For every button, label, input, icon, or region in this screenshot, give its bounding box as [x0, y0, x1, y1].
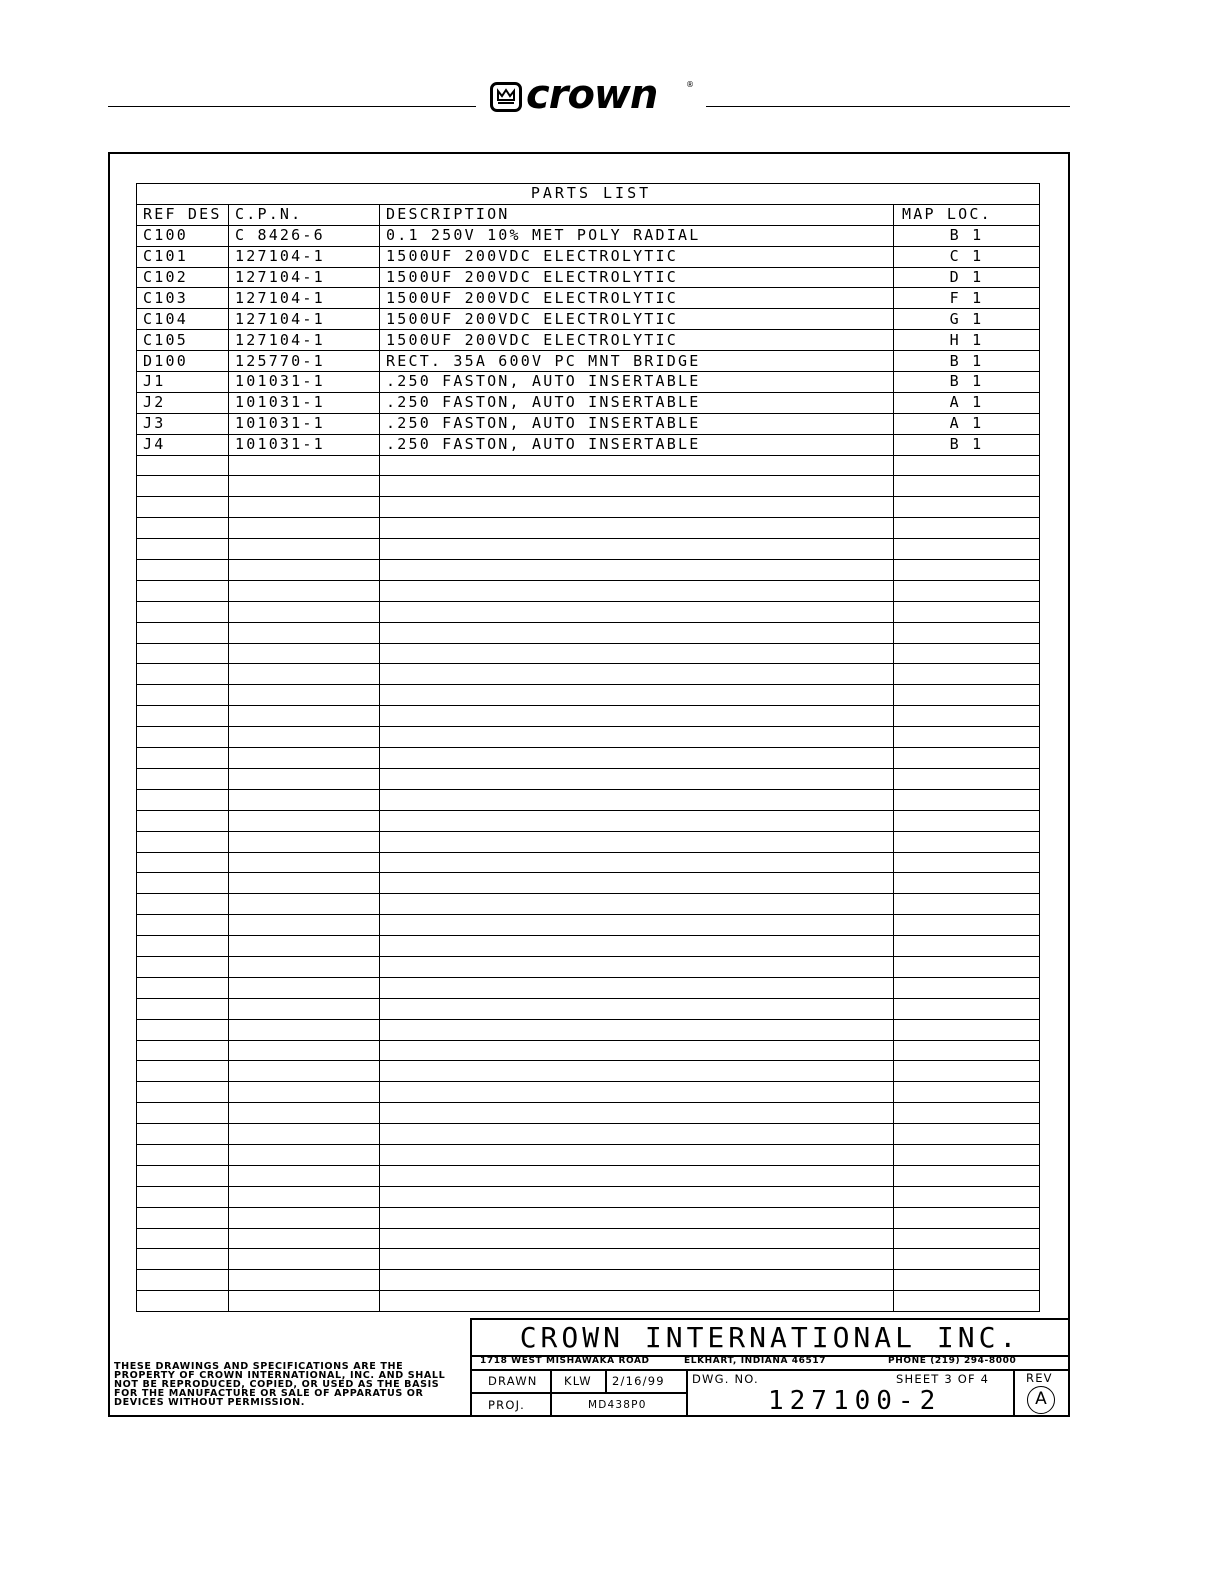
cell-desc — [380, 1165, 894, 1186]
cell-map — [894, 1061, 1040, 1082]
cell-ref — [137, 1270, 229, 1291]
cell-cpn — [229, 1144, 380, 1165]
cell-ref — [137, 873, 229, 894]
cell-map — [894, 1291, 1040, 1312]
cell-cpn — [229, 1040, 380, 1061]
table-row — [137, 351, 1040, 372]
table-row — [137, 768, 1040, 789]
cell-ref — [137, 455, 229, 476]
cell-ref: C104 — [137, 309, 229, 330]
cell-desc: .250 FASTON, AUTO INSERTABLE — [380, 413, 894, 434]
table-row — [137, 455, 1040, 476]
cell-ref — [137, 1124, 229, 1145]
cell-desc — [380, 748, 894, 769]
cell-map — [894, 748, 1040, 769]
cell-cpn — [229, 894, 380, 915]
cell-ref — [137, 476, 229, 497]
table-row — [137, 1040, 1040, 1061]
table-row — [137, 413, 1040, 434]
cell-cpn — [229, 643, 380, 664]
cell-desc — [380, 1144, 894, 1165]
cell-ref — [137, 810, 229, 831]
project-number: MD438P0 — [588, 1399, 647, 1411]
cell-map — [894, 810, 1040, 831]
cell-map — [894, 852, 1040, 873]
company-phone: PHONE (219) 294-8000 — [888, 1356, 1017, 1366]
cell-map — [894, 727, 1040, 748]
table-row — [137, 372, 1040, 393]
cell-cpn — [229, 956, 380, 977]
drawn-by: KLW — [564, 1374, 592, 1388]
cell-map: B 1 — [894, 372, 1040, 393]
cell-desc — [380, 539, 894, 560]
cell-ref — [137, 1061, 229, 1082]
cell-map — [894, 497, 1040, 518]
cell-cpn — [229, 664, 380, 685]
cell-cpn — [229, 1019, 380, 1040]
table-row — [137, 1228, 1040, 1249]
cell-cpn — [229, 936, 380, 957]
cell-map — [894, 1186, 1040, 1207]
cell-cpn — [229, 455, 380, 476]
table-row — [137, 1207, 1040, 1228]
cell-map — [894, 664, 1040, 685]
crown-logo — [490, 72, 700, 118]
cell-ref — [137, 1186, 229, 1207]
table-row — [137, 1270, 1040, 1291]
table-row — [137, 727, 1040, 748]
drawing-number: 127100-2 — [768, 1386, 942, 1416]
col-header-description: DESCRIPTION — [380, 204, 894, 225]
table-row — [137, 706, 1040, 727]
cell-map — [894, 1249, 1040, 1270]
cell-desc: 1500UF 200VDC ELECTROLYTIC — [380, 267, 894, 288]
cell-desc — [380, 601, 894, 622]
col-header-map-loc: MAP LOC. — [894, 204, 1040, 225]
cell-map — [894, 1082, 1040, 1103]
cell-desc — [380, 768, 894, 789]
table-row — [137, 497, 1040, 518]
col-header-cpn: C.P.N. — [229, 204, 380, 225]
cell-ref — [137, 894, 229, 915]
table-row — [137, 664, 1040, 685]
cell-desc — [380, 810, 894, 831]
cell-desc — [380, 476, 894, 497]
cell-cpn — [229, 1207, 380, 1228]
cell-desc — [380, 518, 894, 539]
cell-map — [894, 998, 1040, 1019]
cell-cpn: 127104-1 — [229, 288, 380, 309]
cell-ref — [137, 831, 229, 852]
cell-desc — [380, 1019, 894, 1040]
cell-map — [894, 1103, 1040, 1124]
cell-cpn — [229, 873, 380, 894]
cell-ref: C101 — [137, 246, 229, 267]
cell-cpn — [229, 1270, 380, 1291]
company-name: CROWN INTERNATIONAL INC. — [519, 1321, 1021, 1354]
table-row — [137, 309, 1040, 330]
parts-list-body — [137, 225, 1040, 1311]
cell-cpn — [229, 977, 380, 998]
cell-ref — [137, 622, 229, 643]
cell-map — [894, 1124, 1040, 1145]
cell-cpn — [229, 748, 380, 769]
cell-cpn — [229, 1103, 380, 1124]
cell-ref — [137, 1144, 229, 1165]
cell-ref — [137, 998, 229, 1019]
table-row — [137, 831, 1040, 852]
table-row — [137, 246, 1040, 267]
table-row — [137, 1249, 1040, 1270]
cell-map — [894, 956, 1040, 977]
cell-desc — [380, 1040, 894, 1061]
cell-desc — [380, 1186, 894, 1207]
header-rule-left — [108, 106, 476, 107]
cell-ref — [137, 1019, 229, 1040]
cell-map — [894, 1228, 1040, 1249]
cell-cpn — [229, 560, 380, 581]
table-row — [137, 560, 1040, 581]
cell-desc — [380, 685, 894, 706]
table-row — [137, 1186, 1040, 1207]
cell-desc: 1500UF 200VDC ELECTROLYTIC — [380, 246, 894, 267]
parts-list-table — [136, 183, 1040, 1312]
cell-cpn — [229, 685, 380, 706]
table-row — [137, 518, 1040, 539]
revision-letter: A — [1027, 1386, 1055, 1414]
table-row — [137, 998, 1040, 1019]
cell-desc — [380, 580, 894, 601]
cell-map — [894, 1165, 1040, 1186]
table-row — [137, 956, 1040, 977]
cell-map — [894, 1270, 1040, 1291]
cell-ref — [137, 601, 229, 622]
cell-map — [894, 873, 1040, 894]
cell-desc — [380, 560, 894, 581]
cell-map: F 1 — [894, 288, 1040, 309]
cell-cpn — [229, 789, 380, 810]
cell-ref — [137, 789, 229, 810]
cell-map — [894, 455, 1040, 476]
cell-ref: J2 — [137, 392, 229, 413]
cell-cpn — [229, 1228, 380, 1249]
cell-map — [894, 768, 1040, 789]
cell-desc — [380, 1082, 894, 1103]
cell-cpn: 125770-1 — [229, 351, 380, 372]
cell-cpn — [229, 1061, 380, 1082]
cell-cpn: 127104-1 — [229, 330, 380, 351]
table-row — [137, 915, 1040, 936]
cell-desc — [380, 1124, 894, 1145]
cell-cpn — [229, 852, 380, 873]
drawn-date: 2/16/99 — [612, 1374, 665, 1388]
table-row — [137, 1144, 1040, 1165]
sheet-number: SHEET 3 OF 4 — [896, 1372, 990, 1386]
cell-ref — [137, 1207, 229, 1228]
table-row — [137, 601, 1040, 622]
cell-ref — [137, 1228, 229, 1249]
title-block — [470, 1318, 1068, 1415]
cell-map — [894, 894, 1040, 915]
cell-desc — [380, 706, 894, 727]
cell-map — [894, 539, 1040, 560]
cell-desc: .250 FASTON, AUTO INSERTABLE — [380, 372, 894, 393]
cell-cpn: 101031-1 — [229, 392, 380, 413]
cell-map — [894, 936, 1040, 957]
cell-desc — [380, 831, 894, 852]
table-row — [137, 1103, 1040, 1124]
registered-mark: ® — [686, 80, 694, 89]
cell-map — [894, 1040, 1040, 1061]
cell-ref — [137, 518, 229, 539]
cell-desc — [380, 852, 894, 873]
table-row — [137, 1082, 1040, 1103]
table-row — [137, 580, 1040, 601]
cell-ref — [137, 852, 229, 873]
parts-list-title: PARTS LIST — [137, 184, 1040, 205]
cell-desc: .250 FASTON, AUTO INSERTABLE — [380, 392, 894, 413]
cell-cpn: 127104-1 — [229, 267, 380, 288]
cell-desc — [380, 1249, 894, 1270]
cell-ref — [137, 768, 229, 789]
table-row — [137, 977, 1040, 998]
cell-map — [894, 977, 1040, 998]
cell-ref: C100 — [137, 225, 229, 246]
cell-ref — [137, 1082, 229, 1103]
cell-map: A 1 — [894, 392, 1040, 413]
cell-desc — [380, 915, 894, 936]
table-row — [137, 392, 1040, 413]
cell-desc — [380, 977, 894, 998]
cell-ref — [137, 539, 229, 560]
cell-desc — [380, 455, 894, 476]
cell-desc — [380, 1103, 894, 1124]
cell-map: B 1 — [894, 225, 1040, 246]
dwg-no-label: DWG. NO. — [692, 1372, 759, 1386]
cell-desc — [380, 1291, 894, 1312]
table-row — [137, 936, 1040, 957]
cell-ref — [137, 497, 229, 518]
table-row — [137, 267, 1040, 288]
cell-map — [894, 476, 1040, 497]
cell-ref — [137, 1165, 229, 1186]
cell-cpn — [229, 998, 380, 1019]
table-row — [137, 1165, 1040, 1186]
cell-cpn — [229, 622, 380, 643]
cell-cpn — [229, 1186, 380, 1207]
proj-label: PROJ. — [488, 1398, 526, 1412]
cell-desc: .250 FASTON, AUTO INSERTABLE — [380, 434, 894, 455]
cell-map — [894, 789, 1040, 810]
cell-desc — [380, 1228, 894, 1249]
cell-cpn — [229, 706, 380, 727]
cell-map — [894, 622, 1040, 643]
logo-wordmark: crown — [526, 72, 658, 118]
cell-desc — [380, 643, 894, 664]
cell-map: A 1 — [894, 413, 1040, 434]
cell-cpn — [229, 768, 380, 789]
cell-cpn — [229, 497, 380, 518]
rev-label: REV — [1026, 1371, 1053, 1385]
cell-cpn — [229, 1082, 380, 1103]
table-row — [137, 748, 1040, 769]
cell-ref: C105 — [137, 330, 229, 351]
cell-cpn: 101031-1 — [229, 372, 380, 393]
cell-map — [894, 915, 1040, 936]
cell-desc: 1500UF 200VDC ELECTROLYTIC — [380, 288, 894, 309]
cell-cpn: 127104-1 — [229, 309, 380, 330]
cell-map — [894, 1019, 1040, 1040]
cell-desc — [380, 936, 894, 957]
company-city: ELKHART, INDIANA 46517 — [684, 1356, 827, 1366]
table-row — [137, 1291, 1040, 1312]
cell-cpn — [229, 601, 380, 622]
disclaimer-text: THESE DRAWINGS AND SPECIFICATIONS ARE THE PROPERTY OF CROWN INTERNATIONAL, INC. AND SHALL NOT BE REPRODUCED, COPIED, OR USED AS THE BASIS FOR THE MANUFACTURE OR SALE OF APPARATUS OR DEVICES WITHOUT PERMISSION. — [114, 1361, 446, 1408]
cell-map — [894, 643, 1040, 664]
cell-map: B 1 — [894, 351, 1040, 372]
cell-desc — [380, 1207, 894, 1228]
cell-cpn: 101031-1 — [229, 434, 380, 455]
cell-cpn — [229, 476, 380, 497]
cell-cpn: 101031-1 — [229, 413, 380, 434]
cell-map — [894, 1207, 1040, 1228]
cell-ref — [137, 748, 229, 769]
cell-ref — [137, 915, 229, 936]
cell-cpn — [229, 831, 380, 852]
cell-map — [894, 560, 1040, 581]
table-row — [137, 1019, 1040, 1040]
cell-cpn — [229, 727, 380, 748]
cell-cpn: C 8426-6 — [229, 225, 380, 246]
cell-desc: 1500UF 200VDC ELECTROLYTIC — [380, 330, 894, 351]
cell-desc — [380, 956, 894, 977]
cell-ref — [137, 1040, 229, 1061]
table-row — [137, 225, 1040, 246]
cell-ref: J4 — [137, 434, 229, 455]
cell-ref — [137, 685, 229, 706]
cell-desc — [380, 998, 894, 1019]
table-row — [137, 852, 1040, 873]
cell-desc: RECT. 35A 600V PC MNT BRIDGE — [380, 351, 894, 372]
cell-map: C 1 — [894, 246, 1040, 267]
cell-cpn — [229, 915, 380, 936]
cell-cpn — [229, 580, 380, 601]
company-address: 1718 WEST MISHAWAKA ROAD — [480, 1356, 650, 1366]
cell-desc — [380, 894, 894, 915]
cell-ref — [137, 706, 229, 727]
cell-desc — [380, 1270, 894, 1291]
col-header-ref-des: REF DES — [137, 204, 229, 225]
table-row — [137, 330, 1040, 351]
cell-cpn — [229, 539, 380, 560]
cell-map — [894, 518, 1040, 539]
table-row — [137, 476, 1040, 497]
cell-ref — [137, 580, 229, 601]
cell-ref: D100 — [137, 351, 229, 372]
cell-desc — [380, 664, 894, 685]
table-row — [137, 685, 1040, 706]
table-row — [137, 288, 1040, 309]
cell-ref — [137, 936, 229, 957]
cell-ref — [137, 1249, 229, 1270]
table-row — [137, 1061, 1040, 1082]
cell-map — [894, 580, 1040, 601]
cell-map: H 1 — [894, 330, 1040, 351]
cell-desc: 1500UF 200VDC ELECTROLYTIC — [380, 309, 894, 330]
cell-desc — [380, 497, 894, 518]
cell-cpn: 127104-1 — [229, 246, 380, 267]
table-row — [137, 810, 1040, 831]
cell-ref: J3 — [137, 413, 229, 434]
cell-ref — [137, 1103, 229, 1124]
cell-desc: 0.1 250V 10% MET POLY RADIAL — [380, 225, 894, 246]
cell-ref — [137, 956, 229, 977]
cell-map — [894, 685, 1040, 706]
cell-cpn — [229, 1124, 380, 1145]
table-row — [137, 434, 1040, 455]
cell-desc — [380, 789, 894, 810]
cell-desc — [380, 727, 894, 748]
cell-desc — [380, 1061, 894, 1082]
cell-map — [894, 1144, 1040, 1165]
cell-map — [894, 601, 1040, 622]
crown-icon — [490, 82, 522, 112]
cell-map: D 1 — [894, 267, 1040, 288]
cell-cpn — [229, 1249, 380, 1270]
table-row — [137, 1124, 1040, 1145]
cell-cpn — [229, 1165, 380, 1186]
cell-ref — [137, 664, 229, 685]
cell-ref — [137, 727, 229, 748]
table-row — [137, 622, 1040, 643]
cell-ref — [137, 1291, 229, 1312]
cell-map — [894, 706, 1040, 727]
cell-desc — [380, 622, 894, 643]
table-row — [137, 539, 1040, 560]
table-row — [137, 873, 1040, 894]
table-row — [137, 643, 1040, 664]
cell-desc — [380, 873, 894, 894]
drawn-label: DRAWN — [488, 1374, 538, 1388]
cell-ref: C102 — [137, 267, 229, 288]
cell-ref — [137, 643, 229, 664]
cell-cpn — [229, 810, 380, 831]
cell-ref: C103 — [137, 288, 229, 309]
cell-ref: J1 — [137, 372, 229, 393]
header-rule-right — [706, 106, 1070, 107]
cell-ref — [137, 560, 229, 581]
table-row — [137, 894, 1040, 915]
cell-map — [894, 831, 1040, 852]
cell-ref — [137, 977, 229, 998]
table-row — [137, 789, 1040, 810]
cell-map: B 1 — [894, 434, 1040, 455]
cell-cpn — [229, 518, 380, 539]
cell-cpn — [229, 1291, 380, 1312]
cell-map: G 1 — [894, 309, 1040, 330]
